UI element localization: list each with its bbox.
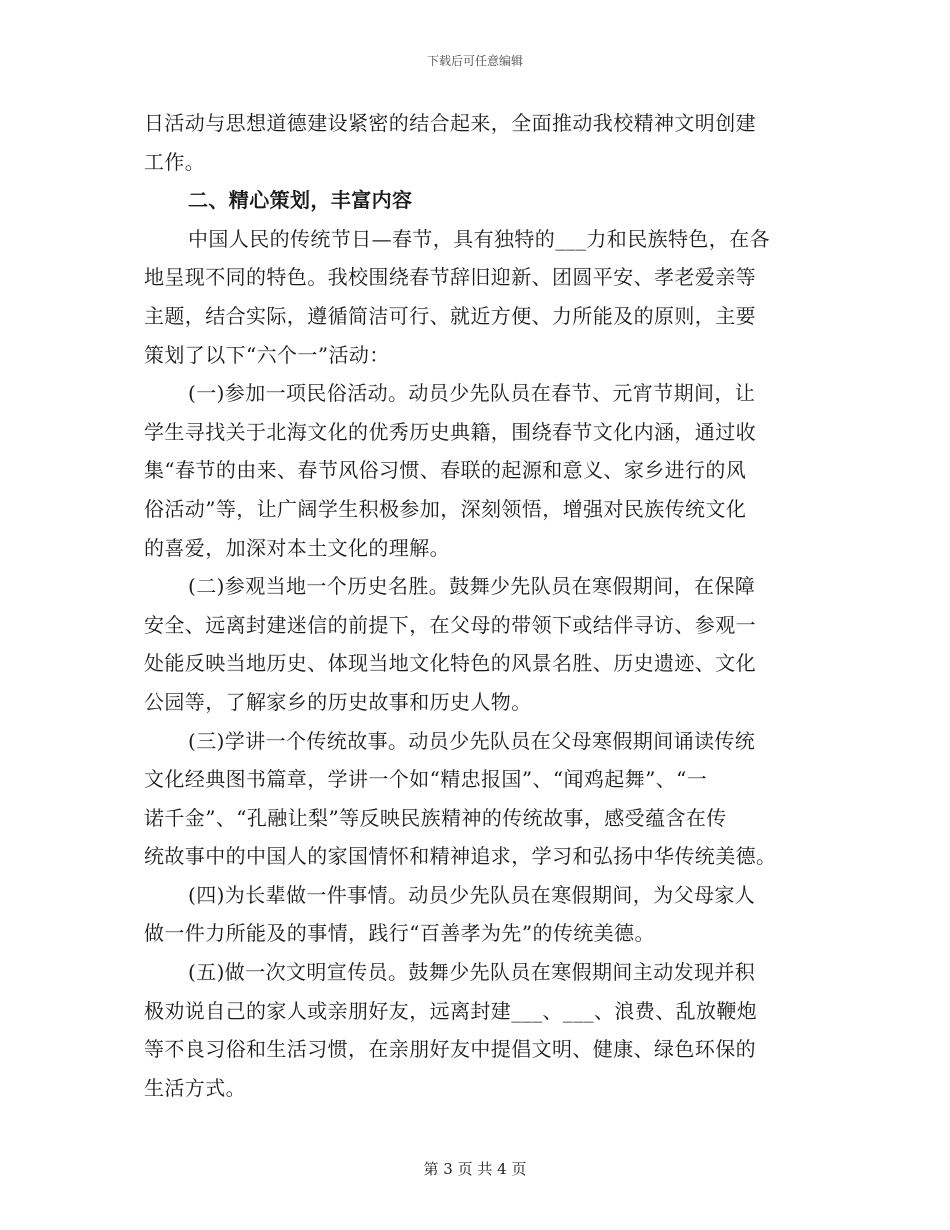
paragraph-line: 中国人民的传统节日—春节，具有独特的___力和民族特色，在各 xyxy=(188,226,770,251)
paragraph-line: 安全、远离封建迷信的前提下，在父母的带领下或结伴寻访、参观一 xyxy=(144,612,756,637)
section-heading: 二、精心策划，丰富内容 xyxy=(188,188,413,213)
paragraph-line: 统故事中的中国人的家国情怀和精神追求，学习和弘扬中华传统美德。 xyxy=(144,844,777,869)
paragraph-line: 等不良习俗和生活习惯，在亲朋好友中提倡文明、健康、绿色环保的 xyxy=(144,1037,756,1062)
paragraph-line: (三)学讲一个传统故事。动员少先队员在父母寒假期间诵读传统 xyxy=(188,728,756,753)
paragraph-line: 主题，结合实际，遵循简洁可行、就近方便、力所能及的原则，主要 xyxy=(144,303,756,328)
header-note: 下载后可任意编辑 xyxy=(426,54,523,68)
paragraph-line: 做一件力所能及的事情，践行“百善孝为先”的传统美德。 xyxy=(144,921,655,946)
paragraph-line: 地呈现不同的特色。我校围绕春节辞旧迎新、团圆平安、孝老爱亲等 xyxy=(144,265,756,290)
paragraph-line: (五)做一次文明宣传员。鼓舞少先队员在寒假期间主动发现并积 xyxy=(188,960,756,985)
paragraph-line: 处能反映当地历史、体现当地文化特色的风景名胜、历史遗迹、文化 xyxy=(144,651,756,676)
paragraph-line: 集“春节的由来、春节风俗习惯、春联的起源和意义、家乡进行的风 xyxy=(144,458,747,483)
page-number: 第 3 页 共 4 页 xyxy=(423,1160,527,1178)
paragraph-line: 极劝说自己的家人或亲朋好友，远离封建___、___、浪费、乱放鞭炮 xyxy=(144,998,758,1023)
paragraph-line: 俗活动”等，让广阔学生积极参加，深刻领悟，增强对民族传统文化 xyxy=(144,496,747,521)
paragraph-line: (一)参加一项民俗活动。动员少先队员在春节、元宵节期间，让 xyxy=(188,381,756,406)
paragraph-line: 生活方式。 xyxy=(144,1075,246,1100)
document-body xyxy=(144,104,804,1107)
paragraph-line: 诺千金”、“孔融让梨”等反映民族精神的传统故事，感受蕴含在传 xyxy=(144,805,727,830)
paragraph-line: 工作。 xyxy=(144,149,206,174)
paragraph-line: 文化经典图书篇章，学讲一个如“精忠报国”、“闻鸡起舞”、“一 xyxy=(144,767,708,792)
paragraph-line: 策划了以下“六个一”活动： xyxy=(144,342,390,367)
paragraph-line: (二)参观当地一个历史名胜。鼓舞少先队员在寒假期间，在保障 xyxy=(188,574,756,599)
paragraph-line: 公园等，了解家乡的历史故事和历史人物。 xyxy=(144,689,532,714)
paragraph-line: (四)为长辈做一件事情。动员少先队员在寒假期间，为父母家人 xyxy=(188,882,756,907)
paragraph-line: 学生寻找关于北海文化的优秀历史典籍，围绕春节文化内涵，通过收 xyxy=(144,419,756,444)
paragraph-line: 的喜爱，加深对本土文化的理解。 xyxy=(144,535,450,560)
paragraph-line: 日活动与思想道德建设紧密的结合起来，全面推动我校精神文明创建 xyxy=(144,111,756,135)
